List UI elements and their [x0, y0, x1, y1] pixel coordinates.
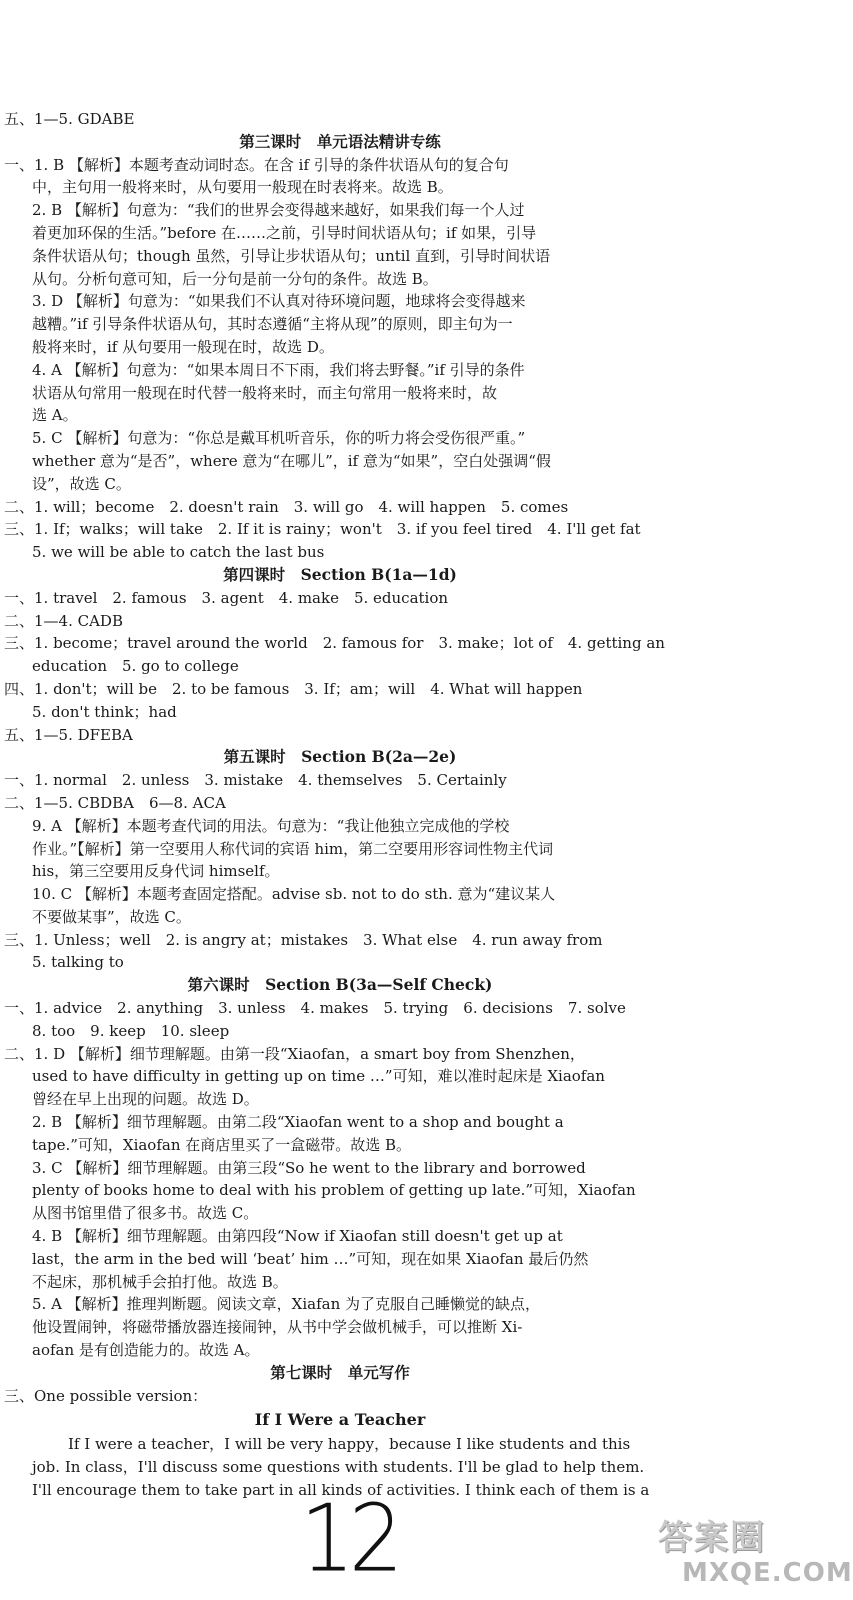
text-line: 5. talking to	[32, 953, 124, 972]
text-line: 3. D 【解析】句意为：“如果我们不认真对待环境问题，地球将会变得越来	[32, 292, 526, 311]
text-line: used to have difficulty in getting up on time …”可知，难以准时起床是 Xiaofan	[32, 1067, 605, 1086]
answer-content	[4, 108, 665, 1502]
essay-line: I'll encourage them to take part in all kinds of activities. I think each of them is a	[32, 1481, 650, 1500]
text-line: 二、1. will；become 2. doesn't rain 3. will go 4. will happen 5. comes	[4, 497, 569, 516]
text-line: 选 A。	[32, 406, 78, 425]
text-line: 条件状语从句；though 虽然，引导让步状语从句；until 直到，引导时间状语	[32, 246, 551, 265]
text-line: 5. don't think；had	[32, 702, 177, 721]
text-line: 5. we will be able to catch the last bus	[32, 543, 325, 562]
text-line: 一、1. B 【解析】本题考查动词时态。在含 if 引导的条件状语从句的复合句	[4, 155, 509, 174]
essay-line: If I were a teacher，I will be very happy，because I like students and this	[68, 1435, 631, 1454]
text-line: aofan 是有创造能力的。故选 A。	[32, 1341, 260, 1360]
text-line: 从图书馆里借了很多书。故选 C。	[32, 1204, 259, 1223]
text-line: 二、1—4. CADB	[4, 611, 123, 630]
essay-line: job. In class，I'll discuss some questions with students. I'll be glad to help them.	[32, 1458, 645, 1477]
text-line: 5. A 【解析】推理判断题。阅读文章，Xiafan 为了克服自己睡懒觉的缺点，	[32, 1295, 541, 1314]
text-line: 四、1. don't；will be 2. to be famous 3. If；am；will 4. What will happen	[4, 679, 583, 698]
text-line: 4. A 【解析】句意为：“如果本周日不下雨，我们将去野餐。”if 引导的条件	[32, 360, 525, 379]
watermark-logo	[658, 1518, 853, 1594]
text-line: plenty of books home to deal with his problem of getting up late.”可知，Xiaofan	[32, 1181, 636, 1200]
text-line: 曾经在早上出现的问题。故选 D。	[32, 1090, 259, 1109]
text-line: 二、1—5. CBDBA 6—8. ACA	[4, 793, 226, 812]
text-line: last，the arm in the bed will ‘beat’ him …”可知，现在如果 Xiaofan 最后仍然	[32, 1249, 589, 1268]
section-heading-lesson-4: 第四课时 Section B(1a—1d)	[223, 564, 457, 584]
text-line: 二、1. D 【解析】细节理解题。由第一段“Xiaofan，a smart boy from Shenzhen，	[4, 1044, 585, 1063]
text-line: 设”，故选 C。	[32, 474, 131, 493]
text-line: tape.”可知，Xiaofan 在商店里买了一盒磁带。故选 B。	[32, 1135, 412, 1154]
text-line: 2. B 【解析】句意为：“我们的世界会变得越来越好，如果我们每一个人过	[32, 201, 525, 220]
text-line: 中，主句用一般将来时，从句要用一般现在时表将来。故选 B。	[32, 178, 453, 197]
text-line: 五、1—5. DFEBA	[4, 725, 133, 744]
section-heading-lesson-5: 第五课时 Section B(2a—2e)	[223, 747, 457, 767]
text-line: 他设置闹钟，将磁带播放器连接闹钟，从书中学会做机械手，可以推断 Xi-	[32, 1318, 523, 1337]
text-line: 从句。分析句意可知，后一分句是前一分句的条件。故选 B。	[32, 269, 438, 288]
section-heading-lesson-6: 第六课时 Section B(3a—Self Check)	[187, 975, 493, 995]
essay-title: If I Were a Teacher	[254, 1410, 426, 1430]
text-line: 一、1. travel 2. famous 3. agent 4. make 5. education	[4, 588, 449, 607]
text-line: his，第三空要用反身代词 himself。	[32, 862, 280, 881]
text-line: 4. B 【解析】细节理解题。由第四段“Now if Xiaofan still doesn't get up at	[32, 1227, 563, 1246]
text-line: 5. C 【解析】句意为：“你总是戴耳机听音乐，你的听力将会受伤很严重。”	[32, 429, 526, 448]
text-line: 9. A 【解析】本题考查代词的用法。句意为：“我让他独立完成他的学校	[32, 816, 510, 835]
text-line: 不起床，那机械手会拍打他。故选 B。	[32, 1272, 288, 1291]
text-line: 一、1. advice 2. anything 3. unless 4. makes 5. trying 6. decisions 7. solve	[4, 999, 626, 1018]
text-line: whether 意为“是否”，where 意为“在哪儿”，if 意为“如果”，空白处强调“假	[32, 451, 551, 470]
text-line: 2. B 【解析】细节理解题。由第二段“Xiaofan went to a shop and bought a	[32, 1113, 564, 1132]
text-line: 般将来时，if 从句要用一般现在时，故选 D。	[32, 337, 334, 356]
section-heading-lesson-3: 第三课时 单元语法精讲专练	[239, 131, 441, 151]
text-line: 着更加环保的生活。”before 在……之前，引导时间状语从句；if 如果，引导	[32, 223, 537, 242]
text-line: 越糟。”if 引导条件状语从句，其时态遵循“主将从现”的原则，即主句为一	[32, 315, 513, 334]
text-line: 三、1. If；walks；will take 2. If it is rainy；won't 3. if you feel tired 4. I'll get fat	[4, 520, 641, 539]
text-line: 一、1. normal 2. unless 3. mistake 4. themselves 5. Certainly	[4, 771, 507, 790]
text-line: education 5. go to college	[32, 657, 239, 676]
handwritten-page-number: 12	[300, 1485, 398, 1593]
text-line: 3. C 【解析】细节理解题。由第三段“So he went to the library and borrowed	[32, 1158, 586, 1177]
watermark-logo-text: 答案圈	[658, 1518, 766, 1558]
text-line: 状语从句常用一般现在时代替一般将来时，而主句常用一般将来时，故	[32, 383, 498, 402]
text-line: 10. C 【解析】本题考查固定搭配。advise sb. not to do sth. 意为“建议某人	[32, 885, 556, 904]
section-heading-lesson-7: 第七课时 单元写作	[270, 1362, 410, 1382]
text-line: 不要做某事”，故选 C。	[32, 907, 191, 926]
text-line: 五、1—5. GDABE	[4, 110, 135, 128]
watermark-site-text: MXQE.COM	[682, 1558, 853, 1588]
text-line: 三、1. Unless；well 2. is angry at；mistakes 3. What else 4. run away from	[4, 930, 603, 949]
text-line: 三、One possible version：	[4, 1386, 208, 1405]
text-line: 作业。”【解析】第一空要用人称代词的宾语 him，第二空要用形容词性物主代词	[32, 839, 554, 858]
text-line: 三、1. become；travel around the world 2. famous for 3. make；lot of 4. getting an	[4, 634, 665, 653]
text-line: 8. too 9. keep 10. sleep	[32, 1021, 230, 1040]
